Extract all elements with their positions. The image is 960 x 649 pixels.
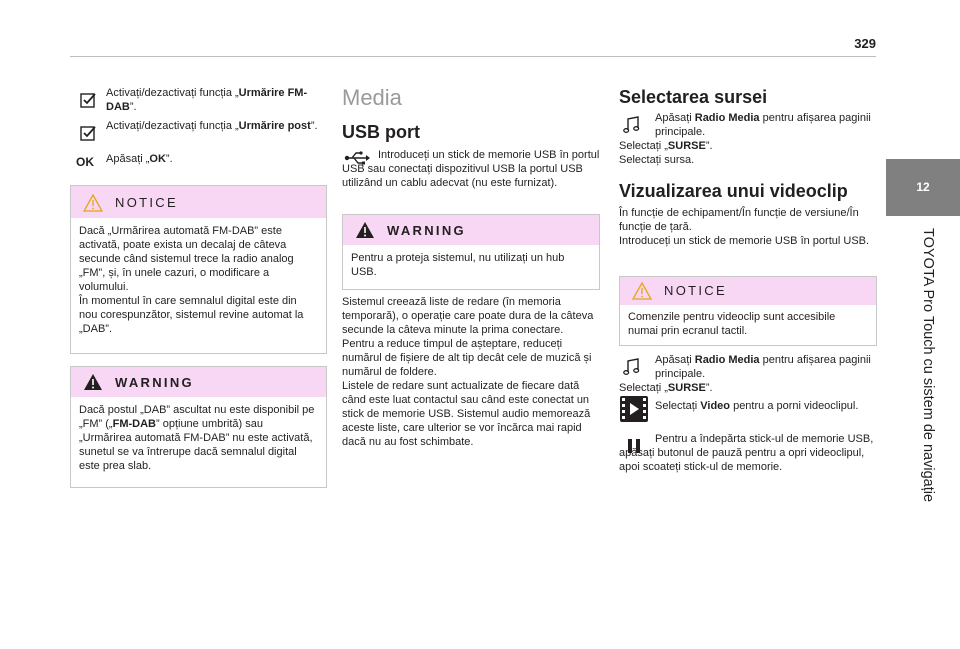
list-item-text: Apăsați „OK”. — [106, 153, 173, 165]
notice-header — [71, 186, 326, 218]
notice-text: Comenzile pentru videoclip sunt accesibile numai prin ecranul tactil. — [628, 311, 836, 337]
warning-text: Pentru a proteja sistemul, nu utilizați un hub USB. — [351, 252, 565, 278]
warning-header — [343, 215, 599, 245]
list-item-text: Activați/dezactivați funcția „Urmărire FM-DAB”. — [106, 87, 308, 113]
warning-title: WARNING — [387, 223, 466, 238]
video-step-select-video: Selectați Video pentru a porni videoclipul. — [655, 400, 859, 412]
source-step-radio-media: Apăsați Radio Media pentru afișarea paginii principale. — [655, 112, 871, 138]
music-note-icon — [623, 358, 641, 376]
music-note-icon — [623, 116, 641, 134]
playlist-body-text: Sistemul creează liste de redare (în memoria temporară), o operație care poate dura de la câteva secunde la câteva minute la prima conectare. Pentru a reduce timpul de așteptare, reduceți numărul de fișiere de alt tip decât cele de muzică și numărul de foldere. Listele de redare sunt actualizate de fiecare dată când este luat contactul sau când este conectat un stick de memorie USB. Sistemul audio memorează aceste liste, care ulterior se vor încărca mai rapid dacă nu au fost schimbate. — [342, 296, 594, 448]
section-title-media: Media — [342, 85, 402, 110]
list-item — [80, 86, 326, 116]
video-intro-text: În funcție de echipament/În funcție de versiune/În funcție de țară. Introduceți un stick de memorie USB în portul USB. — [619, 207, 870, 247]
notice-triangle-icon — [632, 282, 652, 300]
warning-box — [70, 366, 327, 488]
video-step-surse: Selectați „SURSE”. — [619, 382, 713, 394]
notice-box — [70, 185, 327, 354]
checklist-icon — [80, 92, 96, 108]
top-divider — [70, 56, 876, 57]
warning-header — [71, 367, 326, 397]
subsection-title-usb: USB port — [342, 122, 420, 142]
chapter-side-tab — [886, 0, 960, 649]
notice-title: NOTICE — [664, 283, 727, 298]
warning-title: WARNING — [115, 375, 194, 390]
section-title-source: Selectarea sursei — [619, 87, 768, 107]
source-step-select: Selectați sursa. — [619, 154, 695, 166]
notice-title: NOTICE — [115, 195, 178, 210]
video-step-radio-media: Apăsați Radio Media pentru afișarea paginii principale. — [655, 354, 871, 380]
video-step-remove-usb: Pentru a îndepărta stick-ul de memorie USB, apăsați butonul de pauză pentru a opri videoclipul, apoi scoateți stick-ul de memorie. — [619, 433, 874, 473]
section-title-video: Vizualizarea unui videoclip — [619, 181, 848, 201]
warning-triangle-icon — [83, 373, 103, 391]
chapter-number: 12 — [886, 159, 960, 216]
page-number: 329 — [854, 36, 876, 51]
source-step-surse: Selectați „SURSE”. — [619, 140, 713, 152]
list-item — [80, 119, 326, 149]
ok-icon: OK — [76, 155, 94, 169]
warning-text: Dacă postul „DAB” ascultat nu este disponibil pe „FM” („FM-DAB” opțiune umbrită) sau „Urmărirea automată FM-DAB” nu este activată, sunetul se va întrerupe dacă semnalul digital este prea slab. — [79, 404, 315, 472]
notice-triangle-icon — [83, 194, 103, 212]
warning-box — [342, 214, 600, 290]
notice-header — [620, 277, 876, 305]
notice-box — [619, 276, 877, 346]
notice-text: Dacă „Urmărirea automată FM-DAB” este activată, poate exista un decalaj de câteva secunde când sistemul trece la radio analog „FM”, și, în unele cazuri, o modificare a volumului. În momentul în care semnalul digital este din nou corespunzător, sistemul revine automat la „DAB”. — [79, 225, 304, 335]
video-film-icon — [619, 394, 649, 424]
warning-triangle-icon — [355, 221, 375, 239]
usb-instructions: Introduceți un stick de memorie USB în portul USB sau conectați dispozitivul USB la portul USB utilizând un cablu adecvat (nu este furnizat). — [342, 149, 600, 189]
chapter-side-title: TOYOTA Pro Touch cu sistem de navigație — [920, 228, 936, 503]
list-item-text: Activați/dezactivați funcția „Urmărire post”. — [106, 120, 318, 132]
checklist-icon — [80, 125, 96, 141]
list-item — [76, 152, 326, 170]
